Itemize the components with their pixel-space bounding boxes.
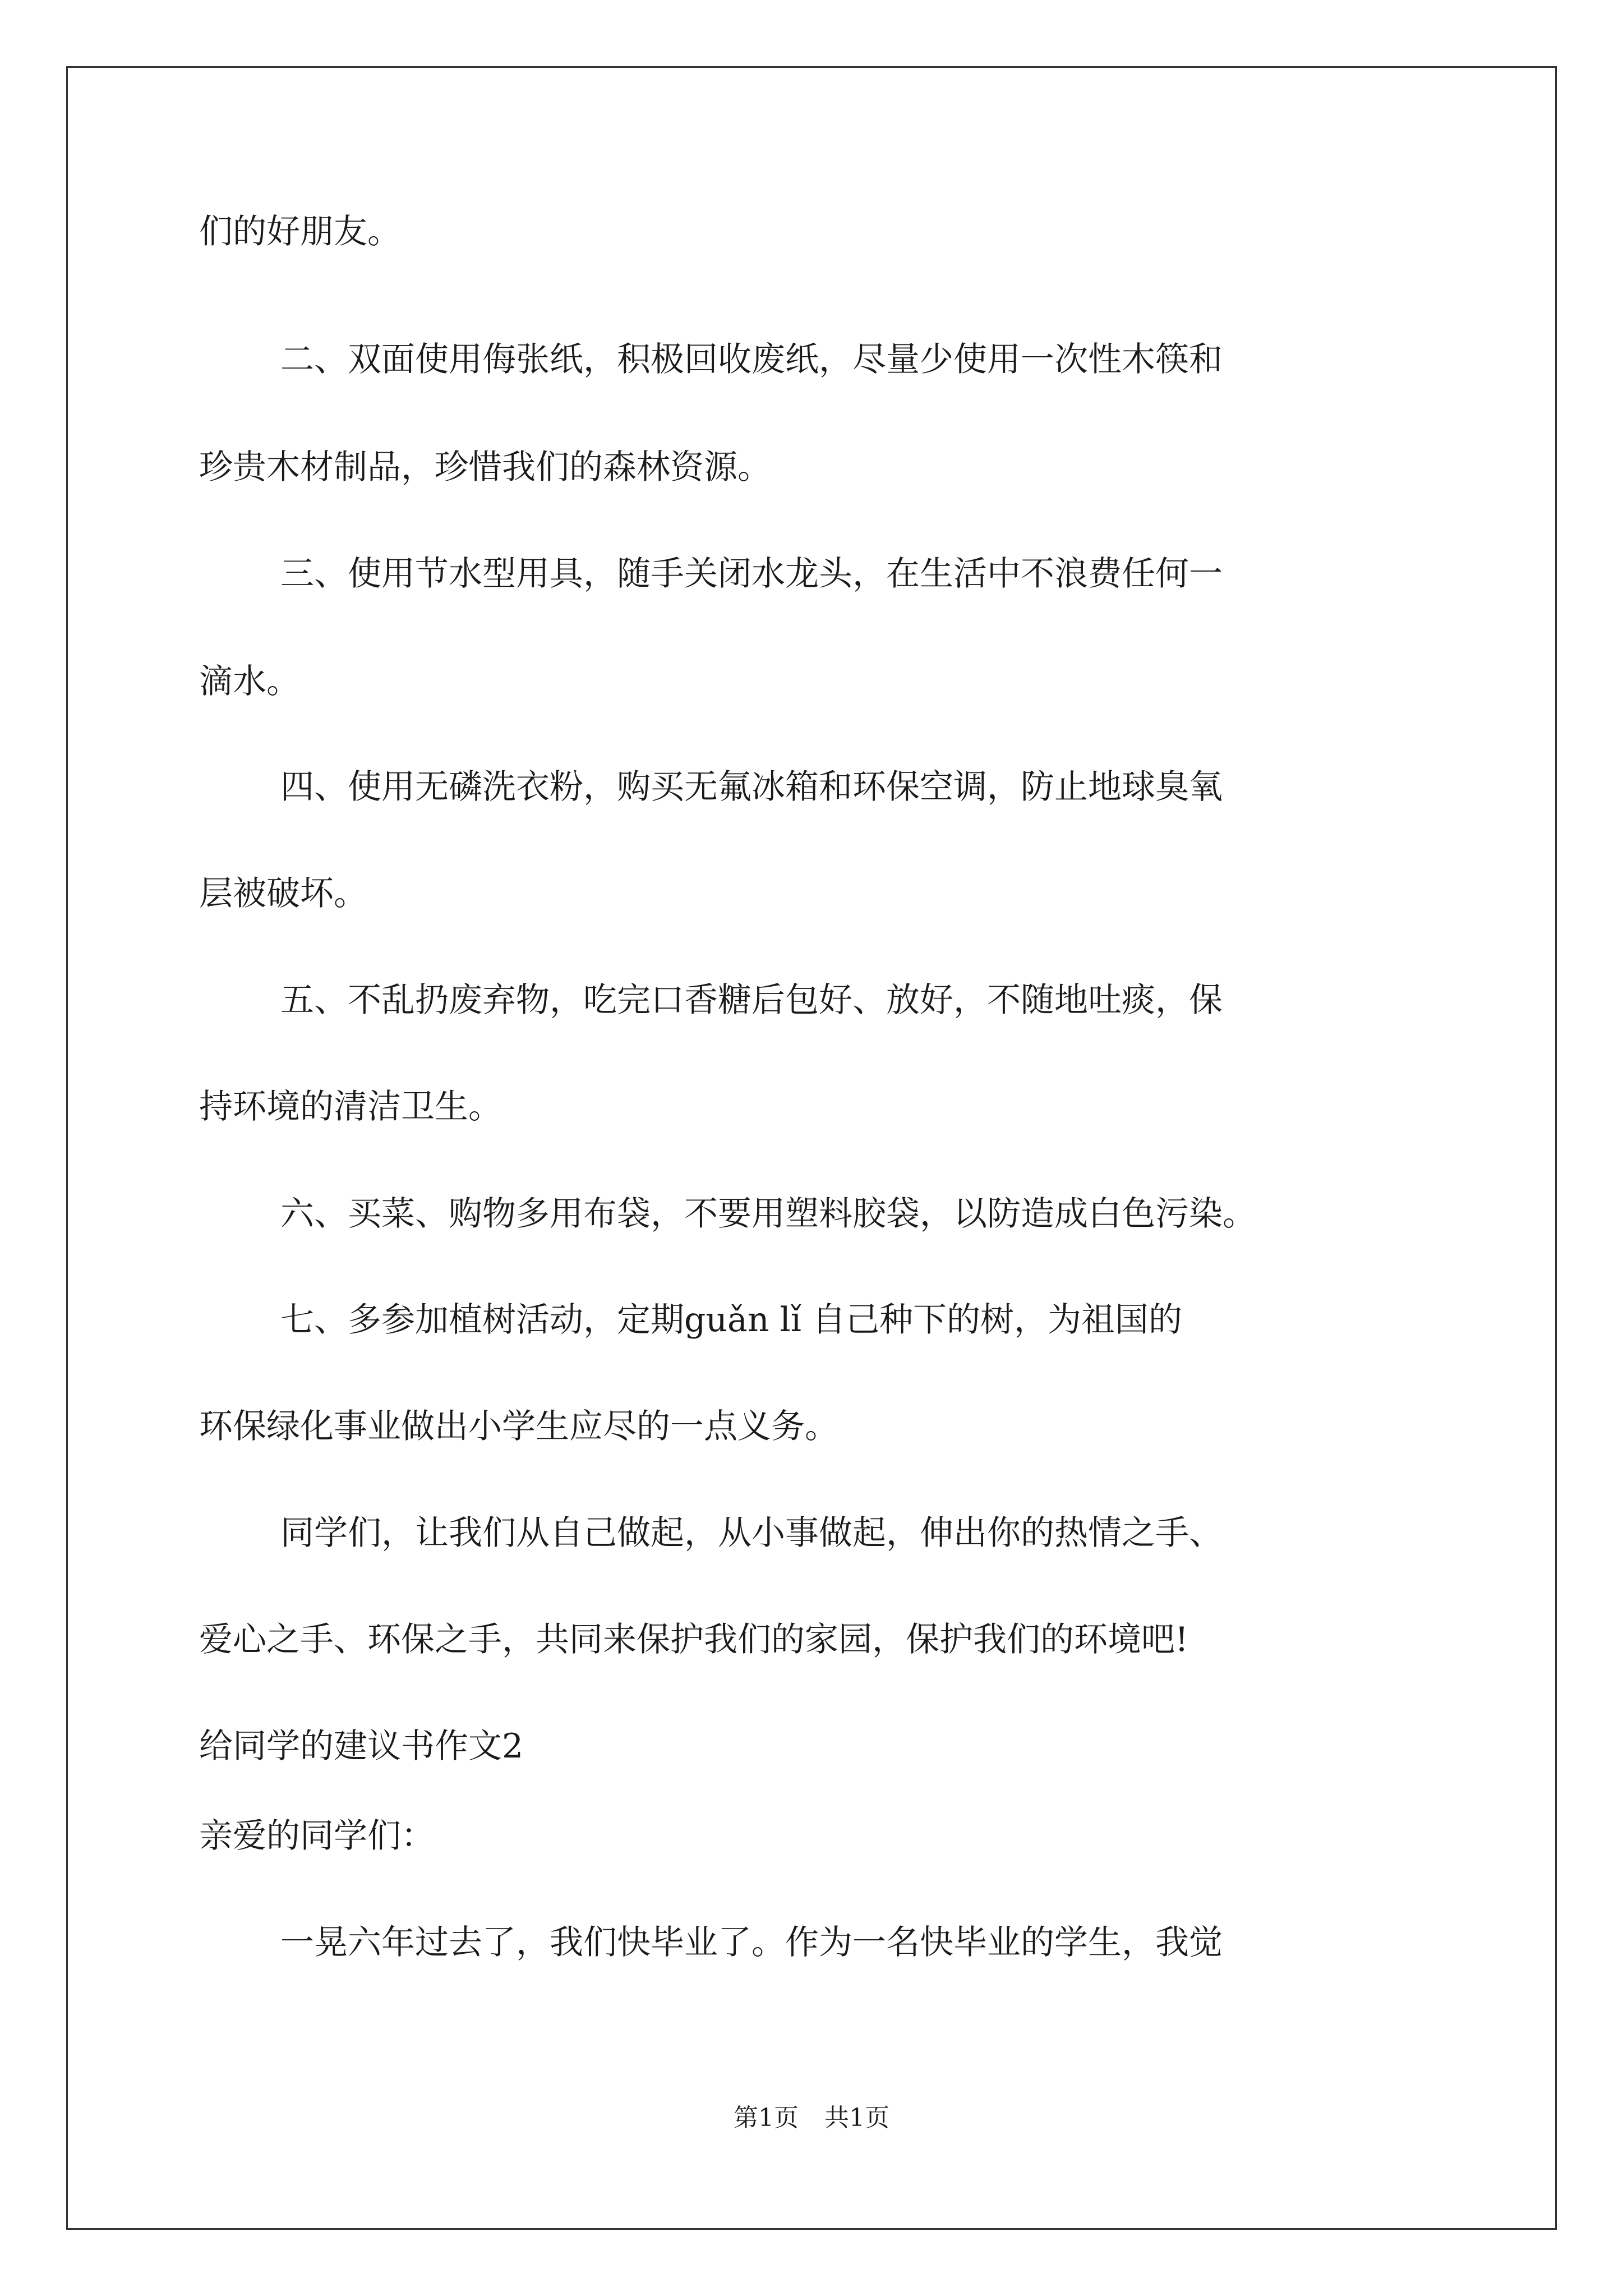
text-line: 二、双面使用侮张纸，积极回收废纸，尽量少使用一次性木筷和 — [280, 340, 1223, 379]
page-border — [66, 66, 1557, 2230]
text-line: 同学们，让我们从自己做起，从小事做起，伸出你的热情之手、 — [280, 1513, 1223, 1553]
page-footer — [0, 2101, 1623, 2135]
text-line: 七、多参加植树活动，定期guǎn lǐ 自己种下的树，为祖国的 — [280, 1300, 1182, 1340]
text-line: 们的好朋友。 — [199, 212, 401, 251]
text-line: 三、使用节水型用具，随手关闭水龙头，在生活中不浪费任何一 — [280, 554, 1223, 593]
text-line: 六、买菜、购物多用布袋，不要用塑料胶袋，以防造成白色污染。 — [280, 1194, 1256, 1234]
text-line: 滴水。 — [199, 662, 300, 701]
salutation: 亲爱的同学们： — [199, 1816, 435, 1856]
text-line: 四、使用无磷洗衣粉，购买无氟冰箱和环保空调，防止地球臭氧 — [280, 767, 1223, 807]
text-line: 五、不乱扔废弃物，吃完口香糖后包好、放好，不随地吐痰，保 — [280, 981, 1223, 1020]
text-line: 珍贵木材制品，珍惜我们的森林资源。 — [199, 448, 771, 487]
section-heading: 给同学的建议书作文2 — [199, 1727, 524, 1766]
text-line: 一晃六年过去了，我们快毕业了。作为一名快毕业的学生，我觉 — [280, 1923, 1223, 1962]
page-total: 共1页 — [824, 2104, 889, 2132]
text-line: 层被破坏。 — [199, 874, 367, 913]
text-line: 环保绿化事业做出小学生应尽的一点义务。 — [199, 1407, 838, 1446]
text-line: 爱心之手、环保之手，共同来保护我们的家园，保护我们的环境吧! — [199, 1620, 1189, 1659]
text-line: 持环境的清洁卫生。 — [199, 1087, 502, 1126]
page-number: 第1页 — [734, 2104, 799, 2132]
